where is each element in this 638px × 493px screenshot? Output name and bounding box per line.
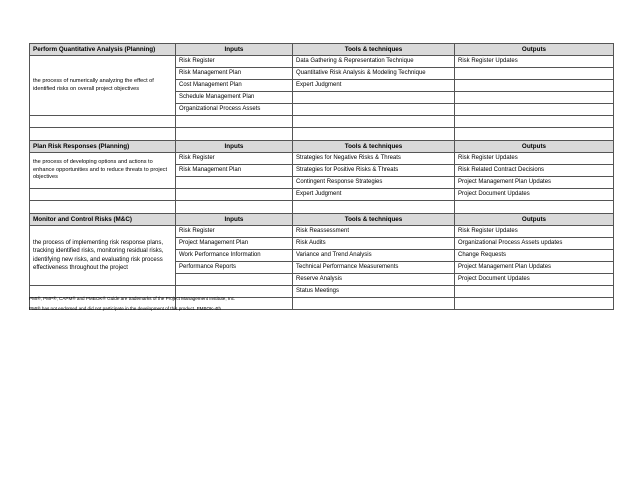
tools-header[interactable]: Tools & techniques: [293, 214, 455, 226]
input-cell[interactable]: Risk Register: [176, 56, 293, 68]
worksheet: [29, 43, 613, 310]
process-description[interactable]: the process of implementing risk response plans, tracking identified risks, monitoring residual risks, identifying new risks, and evaluating risk process effectiveness throughout the project: [30, 226, 176, 286]
output-cell[interactable]: [455, 80, 614, 92]
tool-cell[interactable]: Strategies for Positive Risks & Threats: [293, 165, 455, 177]
tools-header[interactable]: Tools & techniques: [293, 44, 455, 56]
tool-cell[interactable]: Data Gathering & Representation Technique: [293, 56, 455, 68]
outputs-header[interactable]: Outputs: [455, 214, 614, 226]
input-cell[interactable]: Risk Register: [176, 153, 293, 165]
tool-cell[interactable]: [293, 92, 455, 104]
input-cell[interactable]: Risk Register: [176, 226, 293, 238]
section-header-row: [30, 141, 614, 153]
input-cell[interactable]: [176, 116, 293, 128]
input-cell[interactable]: [176, 274, 293, 286]
spacer-row: [30, 201, 614, 214]
tool-cell[interactable]: Quantitative Risk Analysis & Modeling Technique: [293, 68, 455, 80]
output-cell[interactable]: Risk Register Updates: [455, 56, 614, 68]
input-cell[interactable]: Organizational Process Assets: [176, 104, 293, 116]
output-cell[interactable]: Organizational Process Assets updates: [455, 238, 614, 250]
process-description[interactable]: the process of developing options and actions to enhance opportunities and to reduce threats to project objectives: [30, 153, 176, 189]
risk-processes-table: [29, 43, 614, 310]
outputs-header[interactable]: Outputs: [455, 44, 614, 56]
tool-cell[interactable]: Expert Judgment: [293, 189, 455, 201]
output-cell[interactable]: Project Document Updates: [455, 274, 614, 286]
input-cell[interactable]: Work Performance Information: [176, 250, 293, 262]
empty-cell[interactable]: [30, 116, 176, 128]
input-cell[interactable]: Performance Reports: [176, 262, 293, 274]
tool-cell[interactable]: Contingent Response Strategies: [293, 177, 455, 189]
input-cell[interactable]: [176, 177, 293, 189]
empty-cell[interactable]: [30, 189, 176, 201]
input-cell[interactable]: Risk Management Plan: [176, 165, 293, 177]
tool-cell[interactable]: Variance and Trend Analysis: [293, 250, 455, 262]
tool-cell[interactable]: Risk Audits: [293, 238, 455, 250]
inputs-header[interactable]: Inputs: [176, 44, 293, 56]
tool-cell[interactable]: Strategies for Negative Risks & Threats: [293, 153, 455, 165]
input-cell[interactable]: Schedule Management Plan: [176, 92, 293, 104]
empty-cell[interactable]: [176, 201, 293, 214]
table-row: [30, 153, 614, 165]
endorsement-note: PMI® has not endorsed and did not participate in the development of this product. PMBOK-4th: [29, 306, 222, 311]
footnotes: [29, 294, 613, 314]
tool-cell[interactable]: Risk Reassessment: [293, 226, 455, 238]
empty-cell[interactable]: [176, 128, 293, 141]
empty-cell[interactable]: [30, 201, 176, 214]
empty-cell[interactable]: [455, 128, 614, 141]
table-row: [30, 56, 614, 68]
output-cell[interactable]: Project Document Updates: [455, 189, 614, 201]
section-title[interactable]: Plan Risk Responses (Planning): [30, 141, 176, 153]
output-cell[interactable]: Project Management Plan Updates: [455, 262, 614, 274]
inputs-header[interactable]: Inputs: [176, 141, 293, 153]
tool-cell[interactable]: Status Meetings: [293, 286, 455, 298]
empty-cell[interactable]: [293, 128, 455, 141]
input-cell[interactable]: Project Management Plan: [176, 238, 293, 250]
output-cell[interactable]: [455, 92, 614, 104]
section-header-row: [30, 44, 614, 56]
output-cell[interactable]: [455, 104, 614, 116]
tool-cell[interactable]: Expert Judgment: [293, 80, 455, 92]
input-cell[interactable]: [176, 189, 293, 201]
table-row: [30, 226, 614, 238]
empty-cell[interactable]: [293, 201, 455, 214]
output-cell[interactable]: Project Management Plan Updates: [455, 177, 614, 189]
output-cell[interactable]: Change Requests: [455, 250, 614, 262]
section-title[interactable]: Perform Quantitative Analysis (Planning): [30, 44, 176, 56]
output-cell[interactable]: Risk Register Updates: [455, 226, 614, 238]
table-row: [30, 189, 614, 201]
tool-cell[interactable]: [293, 116, 455, 128]
empty-cell[interactable]: [455, 201, 614, 214]
output-cell[interactable]: Risk Related Contract Decisions: [455, 165, 614, 177]
section-title[interactable]: Monitor and Control Risks (M&C): [30, 214, 176, 226]
spacer-row: [30, 128, 614, 141]
inputs-header[interactable]: Inputs: [176, 214, 293, 226]
tool-cell[interactable]: [293, 104, 455, 116]
input-cell[interactable]: Risk Management Plan: [176, 68, 293, 80]
table-row: [30, 116, 614, 128]
output-cell[interactable]: [455, 116, 614, 128]
tool-cell[interactable]: Reserve Analysis: [293, 274, 455, 286]
section-header-row: [30, 214, 614, 226]
tool-cell[interactable]: Technical Performance Measurements: [293, 262, 455, 274]
trademark-note: PMI®, PMP®, CAPM® and PMBOK® Guide are trademarks of the Project Management Institute, Inc.: [29, 296, 236, 301]
input-cell[interactable]: Cost Management Plan: [176, 80, 293, 92]
process-description[interactable]: the process of numerically analyzing the effect of identified risks on overall project objectives: [30, 56, 176, 116]
output-cell[interactable]: Risk Register Updates: [455, 153, 614, 165]
outputs-header[interactable]: Outputs: [455, 141, 614, 153]
output-cell[interactable]: [455, 68, 614, 80]
tools-header[interactable]: Tools & techniques: [293, 141, 455, 153]
empty-cell[interactable]: [30, 128, 176, 141]
